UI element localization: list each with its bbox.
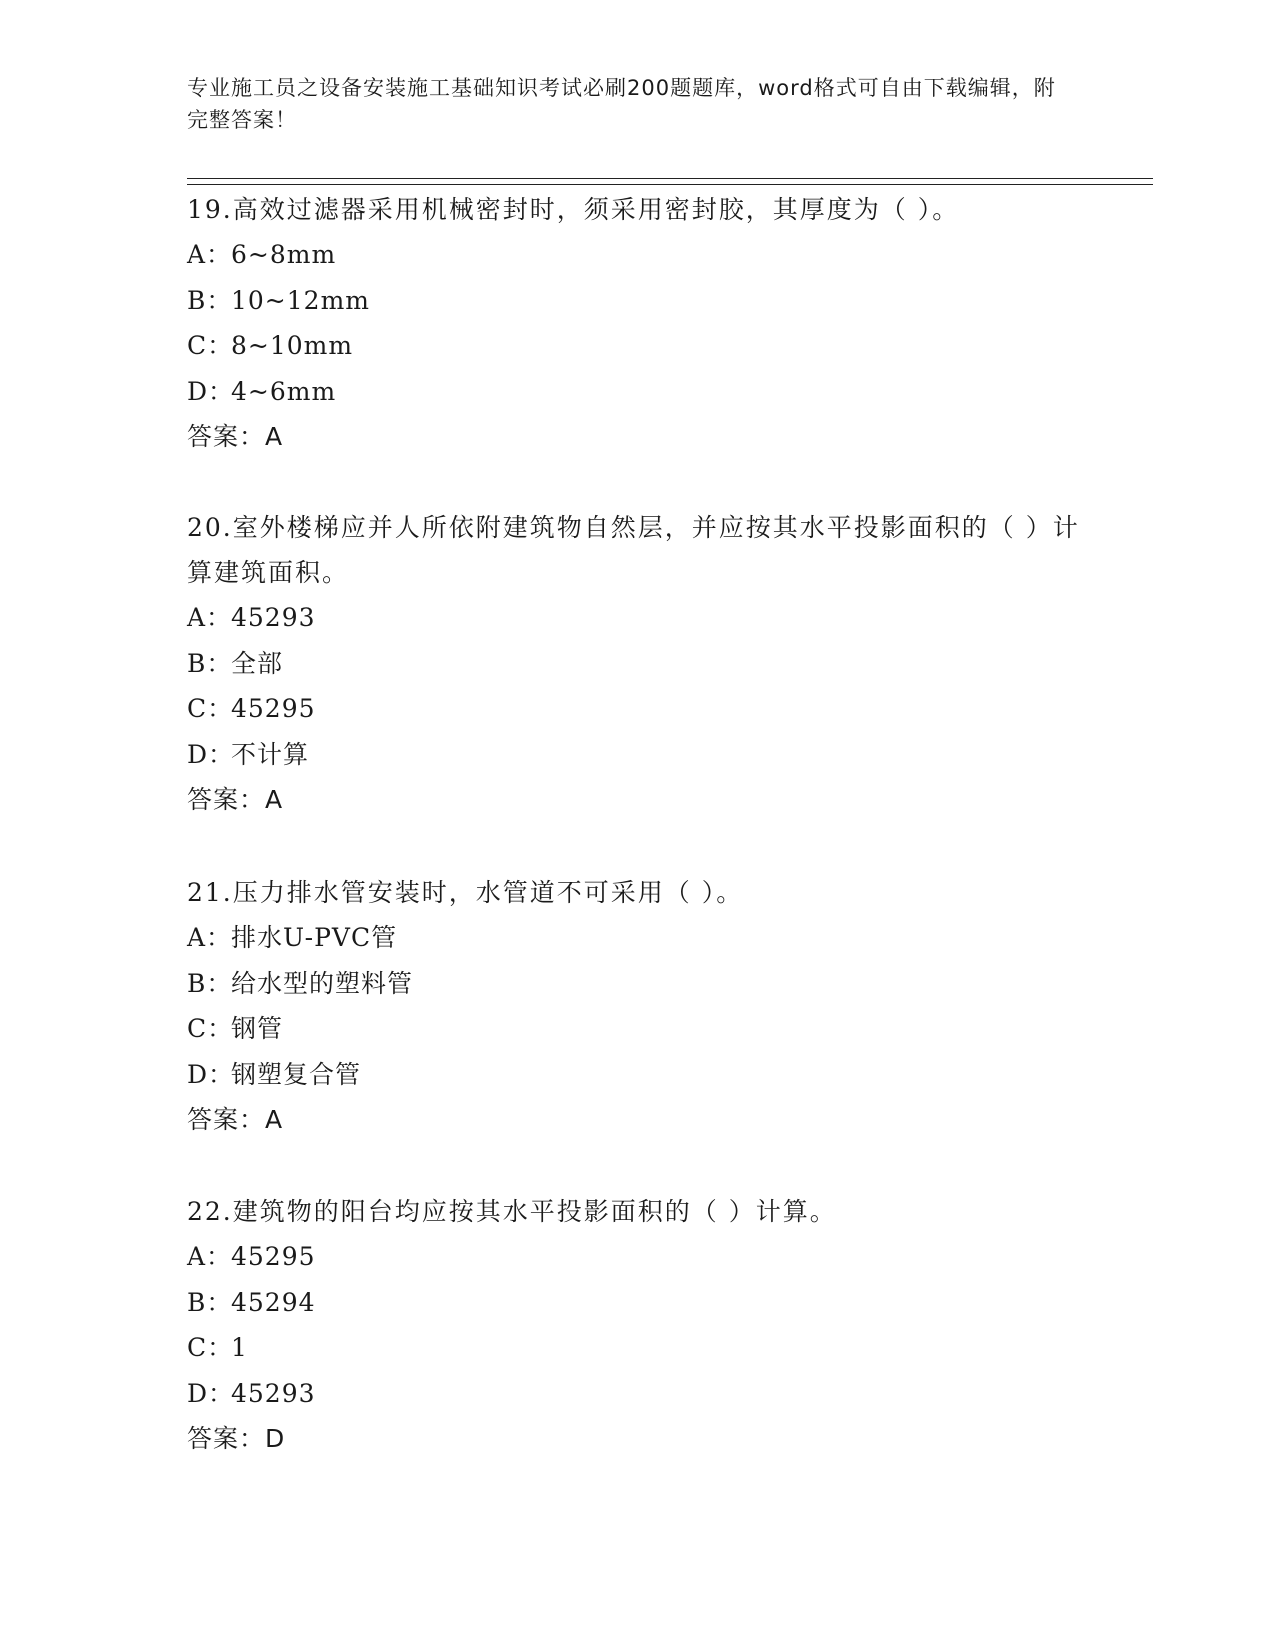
option-letter: A： xyxy=(187,1242,233,1271)
question-22 xyxy=(187,1189,1087,1461)
option-b xyxy=(187,1280,1087,1326)
option-letter: C： xyxy=(187,1333,234,1362)
option-b xyxy=(187,641,1087,687)
question-20 xyxy=(187,505,1087,822)
option-letter: B： xyxy=(187,285,233,315)
option-letter: D： xyxy=(187,739,235,769)
option-a xyxy=(187,1234,1087,1280)
option-text: 排水U-PVC管 xyxy=(231,923,398,952)
option-text: 不计算 xyxy=(231,739,310,769)
option-letter: C： xyxy=(187,694,234,723)
option-letter: C： xyxy=(187,1014,234,1043)
option-letter: D： xyxy=(187,376,235,406)
option-d xyxy=(187,1052,1087,1098)
answer-line: 答案：A xyxy=(187,785,284,814)
option-d xyxy=(187,732,1087,778)
question-stem: 19.高效过滤器采用机械密封时，须采用密封胶，其厚度为（ ）。 xyxy=(187,195,960,224)
option-text: 10~12mm xyxy=(231,285,370,315)
option-letter: B： xyxy=(187,1287,233,1317)
option-b xyxy=(187,278,1087,324)
option-c xyxy=(187,1325,1087,1371)
option-a xyxy=(187,232,1087,278)
option-letter: B： xyxy=(187,968,233,998)
option-text: 全部 xyxy=(231,648,284,678)
answer-line: 答案：A xyxy=(187,422,284,451)
option-a xyxy=(187,595,1087,641)
question-21 xyxy=(187,870,1087,1142)
question-19 xyxy=(187,187,1087,459)
option-text: 45293 xyxy=(231,603,316,632)
option-text: 4~6mm xyxy=(231,376,337,406)
option-a xyxy=(187,915,1087,961)
option-letter: D： xyxy=(187,1059,235,1089)
option-text: 45295 xyxy=(231,694,316,723)
option-letter: A： xyxy=(187,923,233,952)
option-text: 45294 xyxy=(231,1287,316,1317)
option-text: 8~10mm xyxy=(231,331,354,360)
option-d xyxy=(187,1371,1087,1417)
option-letter: A： xyxy=(187,240,233,269)
question-stem: 21.压力排水管安装时，水管道不可采用（ ）。 xyxy=(187,878,744,907)
option-c xyxy=(187,323,1087,369)
question-stem: 20.室外楼梯应并人所依附建筑物自然层，并应按其水平投影面积的（ ）计算建筑面积。 xyxy=(187,513,1080,587)
header-divider-top xyxy=(187,178,1153,179)
option-text: 钢管 xyxy=(231,1014,284,1043)
option-text: 1 xyxy=(231,1333,248,1362)
option-letter: D： xyxy=(187,1378,235,1408)
option-text: 6~8mm xyxy=(231,240,337,269)
question-stem: 22.建筑物的阳台均应按其水平投影面积的（ ）计算。 xyxy=(187,1197,837,1226)
option-c xyxy=(187,1006,1087,1052)
option-c xyxy=(187,686,1087,732)
option-b xyxy=(187,961,1087,1007)
answer-line: 答案：D xyxy=(187,1424,286,1453)
option-text: 45293 xyxy=(231,1378,316,1408)
option-letter: C： xyxy=(187,331,234,360)
option-text: 给水型的塑料管 xyxy=(231,968,414,998)
header-divider-bottom xyxy=(187,184,1153,185)
option-text: 45295 xyxy=(231,1242,316,1271)
option-d xyxy=(187,369,1087,415)
document-header: 专业施工员之设备安装施工基础知识考试必刷200题题库，word格式可自由下载编辑，附完整答案！ xyxy=(187,76,1056,132)
answer-line: 答案：A xyxy=(187,1105,284,1134)
option-letter: B： xyxy=(187,648,233,678)
option-text: 钢塑复合管 xyxy=(231,1059,362,1089)
option-letter: A： xyxy=(187,603,233,632)
